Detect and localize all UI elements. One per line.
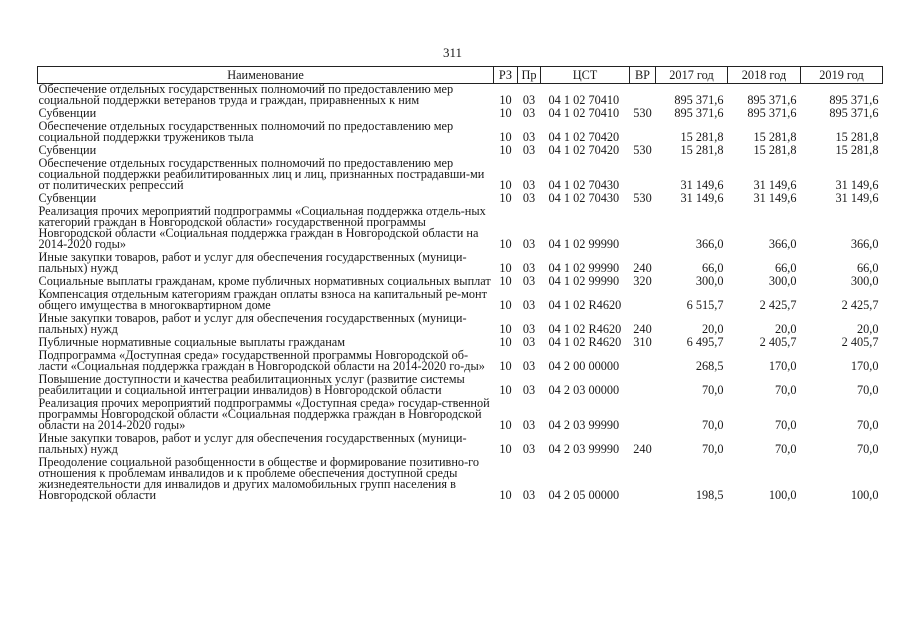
table-header-row xyxy=(38,67,883,84)
row-pr-cell: 03 xyxy=(522,130,536,144)
row-2017-cell: 6 495,7 xyxy=(686,334,724,349)
row-2018-cell: 366,0 xyxy=(768,237,797,252)
row-vr-cell: 530 xyxy=(633,190,652,205)
row-pr-cell: 03 xyxy=(522,322,536,336)
table-row xyxy=(38,121,883,145)
row-2018-cell: 70,0 xyxy=(774,442,797,456)
row-rz-cell: 10 xyxy=(499,142,512,157)
row-2018-cell: 31 149,6 xyxy=(753,190,797,205)
row-2019-cell: 70,0 xyxy=(856,418,879,432)
row-2019-cell: 895 371,6 xyxy=(829,93,879,108)
row-2017-cell: 6 515,7 xyxy=(686,298,724,312)
table-row xyxy=(38,206,883,252)
row-rz-cell: 10 xyxy=(499,442,512,456)
row-2018-cell: 70,0 xyxy=(774,382,797,397)
table-row xyxy=(38,398,883,433)
row-2017-cell: 31 149,6 xyxy=(680,190,724,205)
row-name-cell: Субвенции xyxy=(38,106,97,120)
row-2019-cell: 100,0 xyxy=(850,488,879,503)
header-year-2019: 2019 год xyxy=(801,67,883,84)
row-vr-cell xyxy=(630,374,656,398)
row-cst-cell: 04 1 02 70430 xyxy=(548,178,620,192)
row-rz-cell: 10 xyxy=(499,237,512,252)
row-cst-cell: 04 2 03 99990 xyxy=(548,442,620,456)
row-rz-cell: 10 xyxy=(499,190,512,205)
row-vr-cell: 530 xyxy=(633,142,652,157)
row-cst-cell: 04 1 02 R4620 xyxy=(548,298,622,312)
row-2017-cell: 66,0 xyxy=(701,261,724,276)
row-2017-cell: 268,5 xyxy=(695,358,724,373)
row-name-cell: Публичные нормативные социальные выплаты гражданам xyxy=(38,334,346,349)
row-rz-cell: 10 xyxy=(499,488,512,503)
header-year-2017: 2017 год xyxy=(656,67,728,84)
row-pr-cell: 03 xyxy=(522,261,536,276)
header-vr: ВР xyxy=(630,67,656,84)
row-2017-cell: 70,0 xyxy=(701,442,724,456)
table-row xyxy=(38,313,883,337)
row-2018-cell: 170,0 xyxy=(768,358,797,373)
row-2019-cell: 2 405,7 xyxy=(841,334,879,349)
row-2019-cell: 15 281,8 xyxy=(835,130,879,144)
row-vr-cell: 530 xyxy=(633,106,652,120)
row-2019-cell: 15 281,8 xyxy=(835,142,879,157)
row-2019-cell: 31 149,6 xyxy=(835,178,879,192)
row-vr-cell xyxy=(630,398,656,433)
row-rz-cell: 10 xyxy=(499,382,512,397)
row-2017-cell: 70,0 xyxy=(701,382,724,397)
row-2018-cell: 2 425,7 xyxy=(759,298,797,312)
row-cst-cell: 04 1 02 70430 xyxy=(548,190,620,205)
row-name-cell: Иные закупки товаров, работ и услуг для обеспечения государственных (муници-пальных) нужд xyxy=(38,430,467,456)
row-vr-cell xyxy=(630,158,656,193)
row-pr-cell: 03 xyxy=(522,106,536,120)
row-2018-cell: 300,0 xyxy=(768,274,797,288)
row-name-cell: Субвенции xyxy=(38,142,97,157)
row-name-cell: Социальные выплаты гражданам, кроме публичных нормативных социальных выплат xyxy=(38,274,491,288)
row-pr-cell: 03 xyxy=(522,298,536,312)
table-row xyxy=(38,350,883,374)
row-rz-cell: 10 xyxy=(499,298,512,312)
row-cst-cell: 04 2 03 00000 xyxy=(548,382,620,397)
row-pr-cell: 03 xyxy=(522,142,536,157)
row-name-cell: Обеспечение отдельных государственных полномочий по предоставлению мер социальной поддержки реабилитированных лиц и лиц, признанных пострадавши-ми от политических репрессий xyxy=(38,155,485,192)
row-name-cell: Субвенции xyxy=(38,190,97,205)
table-row xyxy=(38,433,883,457)
row-vr-cell xyxy=(630,457,656,503)
row-vr-cell: 320 xyxy=(633,274,652,288)
header-rz: РЗ xyxy=(494,67,518,84)
row-pr-cell: 03 xyxy=(522,442,536,456)
header-cst: ЦСТ xyxy=(541,67,630,84)
row-cst-cell: 04 1 02 70420 xyxy=(548,130,620,144)
row-2017-cell: 15 281,8 xyxy=(680,130,724,144)
row-2018-cell: 66,0 xyxy=(774,261,797,276)
budget-table xyxy=(37,66,883,503)
row-rz-cell: 10 xyxy=(499,178,512,192)
row-rz-cell: 10 xyxy=(499,358,512,373)
row-2017-cell: 31 149,6 xyxy=(680,178,724,192)
row-2018-cell: 2 405,7 xyxy=(759,334,797,349)
row-pr-cell: 03 xyxy=(522,382,536,397)
row-cst-cell: 04 1 02 99990 xyxy=(548,274,620,288)
table-row xyxy=(38,158,883,193)
row-2018-cell: 895 371,6 xyxy=(747,93,797,108)
row-name-cell: Обеспечение отдельных государственных полномочий по предоставлению мер социальной поддержки ветеранов труда и граждан, приравненных к ним xyxy=(38,82,454,108)
row-pr-cell: 03 xyxy=(522,488,536,503)
row-2019-cell: 170,0 xyxy=(850,358,879,373)
table-body xyxy=(38,84,883,504)
row-vr-cell xyxy=(630,121,656,145)
row-pr-cell: 03 xyxy=(522,418,536,432)
row-cst-cell: 04 1 02 70410 xyxy=(548,106,620,120)
table-row xyxy=(38,374,883,398)
row-2018-cell: 15 281,8 xyxy=(753,142,797,157)
row-2017-cell: 198,5 xyxy=(695,488,724,503)
header-pr: Пр xyxy=(518,67,541,84)
row-2019-cell: 895 371,6 xyxy=(829,106,879,120)
row-pr-cell: 03 xyxy=(522,334,536,349)
row-2018-cell: 15 281,8 xyxy=(753,130,797,144)
row-rz-cell: 10 xyxy=(499,93,512,108)
row-2017-cell: 895 371,6 xyxy=(674,93,724,108)
table-row xyxy=(38,84,883,109)
row-vr-cell xyxy=(630,206,656,252)
table-row xyxy=(38,457,883,503)
row-cst-cell: 04 1 02 99990 xyxy=(548,237,620,252)
row-name-cell: Преодоление социальной разобщенности в обществе и формирование позитивно-го отношения к проблемам инвалидов и к проблеме обеспечения доступной среды жизнедеятельности для инвалидов и других маломобильных групп населения в Новгородской области xyxy=(38,454,480,503)
row-pr-cell: 03 xyxy=(522,93,536,108)
row-2019-cell: 66,0 xyxy=(856,261,879,276)
row-cst-cell: 04 2 05 00000 xyxy=(548,488,620,503)
row-pr-cell: 03 xyxy=(522,190,536,205)
row-name-cell: Реализация прочих мероприятий подпрограммы «Социальная поддержка отдель-ных категорий граждан в Новгородской области» государственной программы Новгородской области «Социальная поддержка граждан в Новгородской области на 2014-2020 годы» xyxy=(38,203,486,252)
table-row xyxy=(38,252,883,276)
row-2018-cell: 895 371,6 xyxy=(747,106,797,120)
row-2017-cell: 300,0 xyxy=(695,274,724,288)
row-2017-cell: 70,0 xyxy=(701,418,724,432)
row-cst-cell: 04 1 02 99990 xyxy=(548,261,620,276)
row-rz-cell: 10 xyxy=(499,322,512,336)
row-name-cell: Реализация прочих мероприятий подпрограммы «Доступная среда» государ-ственной программы Новгородской области «Социальная поддержка граждан в Новгородской области на 2014-2020 годы» xyxy=(38,395,490,432)
row-2017-cell: 895 371,6 xyxy=(674,106,724,120)
row-name-cell: Подпрограмма «Доступная среда» государственной программы Новгородской об-ласти «Социальная поддержка граждан в Новгородской области на 2014-2020 го-ды» xyxy=(38,347,485,373)
row-name-cell: Компенсация отдельным категориям граждан оплаты взноса на капитальный ре-монт общего имущества в многоквартирном доме xyxy=(38,286,487,312)
row-2018-cell: 70,0 xyxy=(774,418,797,432)
row-cst-cell: 04 2 03 99990 xyxy=(548,418,620,432)
row-name-cell: Обеспечение отдельных государственных полномочий по предоставлению мер социальной поддержки тружеников тыла xyxy=(38,118,454,144)
row-2017-cell: 20,0 xyxy=(701,322,724,336)
row-pr-cell: 03 xyxy=(522,237,536,252)
page-number: 311 xyxy=(442,45,463,60)
row-2018-cell: 20,0 xyxy=(774,322,797,336)
row-vr-cell xyxy=(630,350,656,374)
table-row xyxy=(38,289,883,313)
row-2019-cell: 366,0 xyxy=(850,237,879,252)
row-2018-cell: 100,0 xyxy=(768,488,797,503)
row-cst-cell: 04 1 02 R4620 xyxy=(548,334,622,349)
header-name: Наименование xyxy=(38,67,494,84)
row-cst-cell: 04 1 02 R4620 xyxy=(548,322,622,336)
row-2018-cell: 31 149,6 xyxy=(753,178,797,192)
header-year-2018: 2018 год xyxy=(728,67,801,84)
row-vr-cell: 240 xyxy=(633,442,652,456)
row-name-cell: Иные закупки товаров, работ и услуг для обеспечения государственных (муници-пальных) нужд xyxy=(38,310,467,336)
row-2017-cell: 366,0 xyxy=(695,237,724,252)
row-rz-cell: 10 xyxy=(499,130,512,144)
row-cst-cell: 04 2 00 00000 xyxy=(548,358,620,373)
row-vr-cell: 240 xyxy=(633,322,652,336)
row-pr-cell: 03 xyxy=(522,274,536,288)
row-vr-cell: 310 xyxy=(633,334,652,349)
row-cst-cell: 04 1 02 70410 xyxy=(548,93,620,108)
row-cst-cell: 04 1 02 70420 xyxy=(548,142,620,157)
row-2019-cell: 70,0 xyxy=(856,382,879,397)
row-2019-cell: 70,0 xyxy=(856,442,879,456)
row-2019-cell: 20,0 xyxy=(856,322,879,336)
row-2019-cell: 2 425,7 xyxy=(841,298,879,312)
row-vr-cell xyxy=(630,289,656,313)
row-vr-cell xyxy=(630,84,656,109)
row-rz-cell: 10 xyxy=(499,261,512,276)
row-pr-cell: 03 xyxy=(522,178,536,192)
row-2017-cell: 15 281,8 xyxy=(680,142,724,157)
row-rz-cell: 10 xyxy=(499,106,512,120)
row-name-cell: Иные закупки товаров, работ и услуг для обеспечения государственных (муници-пальных) нужд xyxy=(38,250,467,276)
row-2019-cell: 31 149,6 xyxy=(835,190,879,205)
row-rz-cell: 10 xyxy=(499,418,512,432)
row-name-cell: Повышение доступности и качества реабилитационных услуг (развитие системы реабилитации и социальной интеграции инвалидов) в Новгородской области xyxy=(38,371,465,397)
row-rz-cell: 10 xyxy=(499,334,512,349)
row-pr-cell: 03 xyxy=(522,358,536,373)
row-2019-cell: 300,0 xyxy=(850,274,879,288)
row-vr-cell: 240 xyxy=(633,261,652,276)
row-rz-cell: 10 xyxy=(499,274,512,288)
